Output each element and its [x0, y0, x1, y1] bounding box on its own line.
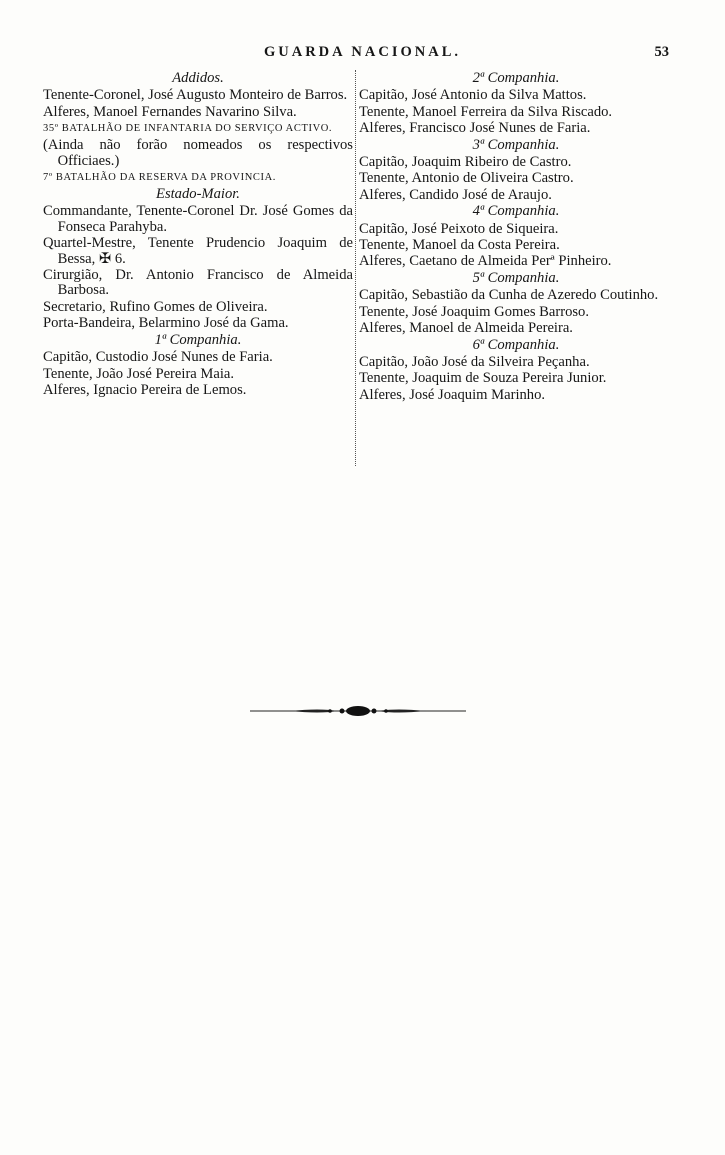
roster-entry: Capitão, Joaquim Ribeiro de Castro. — [359, 154, 572, 171]
roster-entry: Alferes, Ignacio Pereira de Lemos. — [43, 381, 247, 398]
section-heading: Estado-Maior. — [156, 186, 240, 203]
section-heading: 5ª Companhia. — [472, 269, 560, 286]
roster-entry: Cirurgião, Dr. Antonio Francisco de Almeida Barbosa. — [43, 267, 353, 299]
section-heading: 2ª Companhia. — [472, 70, 560, 86]
column-divider — [355, 70, 356, 466]
roster-entry: Commandante, Tenente-Coronel Dr. José Gomes da Fonseca Parahyba. — [43, 203, 353, 235]
section-heading: Addidos. — [172, 70, 224, 86]
roster-entry: Capitão, João José da Silveira Peçanha. — [359, 353, 590, 370]
section-heading: 6ª Companhia. — [472, 336, 560, 353]
roster-entry: Tenente, Antonio de Oliveira Castro. — [359, 170, 574, 187]
roster-entry: Tenente-Coronel, José Augusto Monteiro de Barros. — [43, 87, 348, 104]
page-number: 53 — [654, 44, 669, 60]
ornament-divider-icon — [250, 700, 466, 722]
roster-entry: Capitão, José Peixoto de Siqueira. — [359, 220, 559, 237]
roster-entry: Capitão, Custodio José Nunes de Faria. — [43, 349, 273, 366]
roster-entry: Alferes, Manoel de Almeida Pereira. — [359, 320, 573, 337]
roster-entry: Porta-Bandeira, Belarmino José da Gama. — [43, 315, 289, 332]
running-title: GUARDA NACIONAL. — [263, 44, 462, 60]
roster-entry: Tenente, Manoel Ferreira da Silva Riscado. — [359, 103, 613, 120]
battalion-heading: 35º BATALHÃO DE INFANTARIA DO SERVIÇO ACTIVO. — [43, 123, 333, 135]
section-heading: 4ª Companhia. — [472, 203, 560, 220]
roster-entry: Alferes, José Joaquim Marinho. — [359, 386, 546, 403]
page-header — [0, 42, 725, 64]
section-heading: 1ª Companhia. — [154, 331, 242, 348]
roster-entry: Tenente, Manoel da Costa Pereira. — [359, 237, 560, 254]
roster-entry: Tenente, José Joaquim Gomes Barroso. — [359, 303, 590, 320]
right-column — [359, 70, 673, 404]
section-heading: 3ª Companhia. — [472, 136, 560, 153]
roster-entry: Alferes, Manoel Fernandes Navarino Silva. — [43, 103, 297, 120]
roster-entry: Tenente, João José Pereira Maia. — [43, 365, 235, 382]
roster-entry: Quartel-Mestre, Tenente Prudencio Joaquim de Bessa, ✠ 6. — [43, 235, 353, 267]
battalion-heading: 7º BATALHÃO DA RESERVA DA PROVINCIA. — [43, 172, 277, 184]
roster-entry: Capitão, Sebastião da Cunha de Azeredo Coutinho. — [359, 287, 659, 304]
roster-entry: (Ainda não forão nomeados os respectivos Officiaes.) — [43, 137, 353, 169]
roster-entry: Alferes, Francisco José Nunes de Faria. — [359, 120, 591, 137]
roster-entry: Secretario, Rufino Gomes de Oliveira. — [43, 298, 268, 315]
roster-entry: Tenente, Joaquim de Souza Pereira Junior. — [359, 370, 607, 387]
roster-entry: Alferes, Candido José de Araujo. — [359, 186, 552, 203]
roster-entry: Capitão, José Antonio da Silva Mattos. — [359, 87, 587, 104]
left-column — [43, 70, 353, 399]
roster-entry: Alferes, Caetano de Almeida Perª Pinheiro. — [359, 253, 612, 270]
